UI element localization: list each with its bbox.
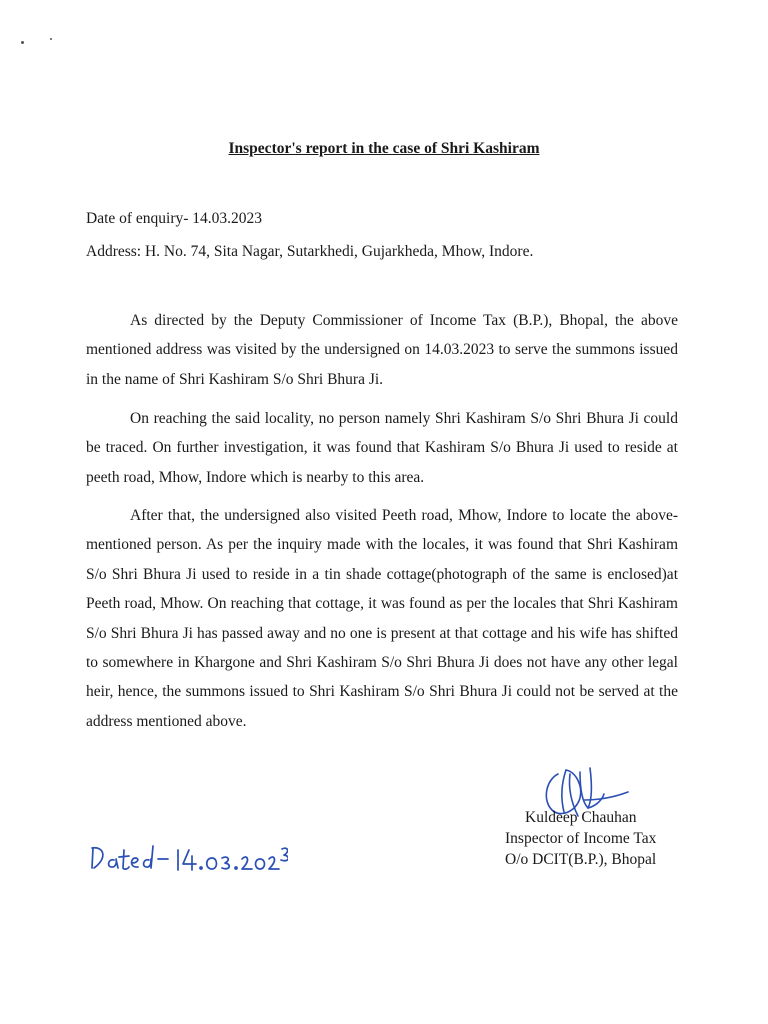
signatory-name: Kuldeep Chauhan [525, 809, 637, 826]
scan-speck [21, 41, 24, 44]
paragraph-directive: As directed by the Deputy Commissioner of Income Tax (B.P.), Bhopal, the above mentioned address was visited by the undersigned on 14.03.2023 to serve the summons issued in the name of Shri Kashiram S/o Shri Bhura Ji. [86, 312, 678, 388]
paragraph-findings: After that, the undersigned also visited Peeth road, Mhow, Indore to locate the above-mentioned person. As per the inquiry made with the locales, it was found that Shri Kashiram S/o Shri Bhura Ji used to reside in a tin shade cottage(photograph of the same is enclosed)at Peeth road, Mhow. On reaching that cottage, it was found as per the locales that Shri Kashiram S/o Shri Bhura Ji has passed away and no one is present at that cottage and his wife has shifted to somewhere in Khargone and Shri Kashiram S/o Shri Bhura Ji does not have any other legal heir, hence, the summons issued to Shri Kashiram S/o Shri Bhura Ji could not be served at the address mentioned above. [86, 507, 678, 730]
signatory-designation: Inspector of Income Tax [505, 830, 657, 847]
handwritten-date [88, 838, 288, 878]
signatory-office: O/o DCIT(B.P.), Bhopal [505, 851, 657, 868]
address-line: Address: H. No. 74, Sita Nagar, Sutarkhedi, Gujarkheda, Mhow, Indore. [86, 243, 534, 260]
paragraph-locality: On reaching the said locality, no person namely Shri Kashiram S/o Shri Bhura Ji could be traced. On further investigation, it was found that Kashiram S/o Bhura Ji used to reside at peeth road, Mhow, Indore which is nearby to this area. [86, 410, 678, 486]
report-title: Inspector's report in the case of Shri Kashiram [228, 140, 540, 157]
signature-block [505, 807, 695, 870]
scan-speck [50, 38, 52, 40]
date-of-enquiry: Date of enquiry- 14.03.2023 [86, 210, 263, 227]
